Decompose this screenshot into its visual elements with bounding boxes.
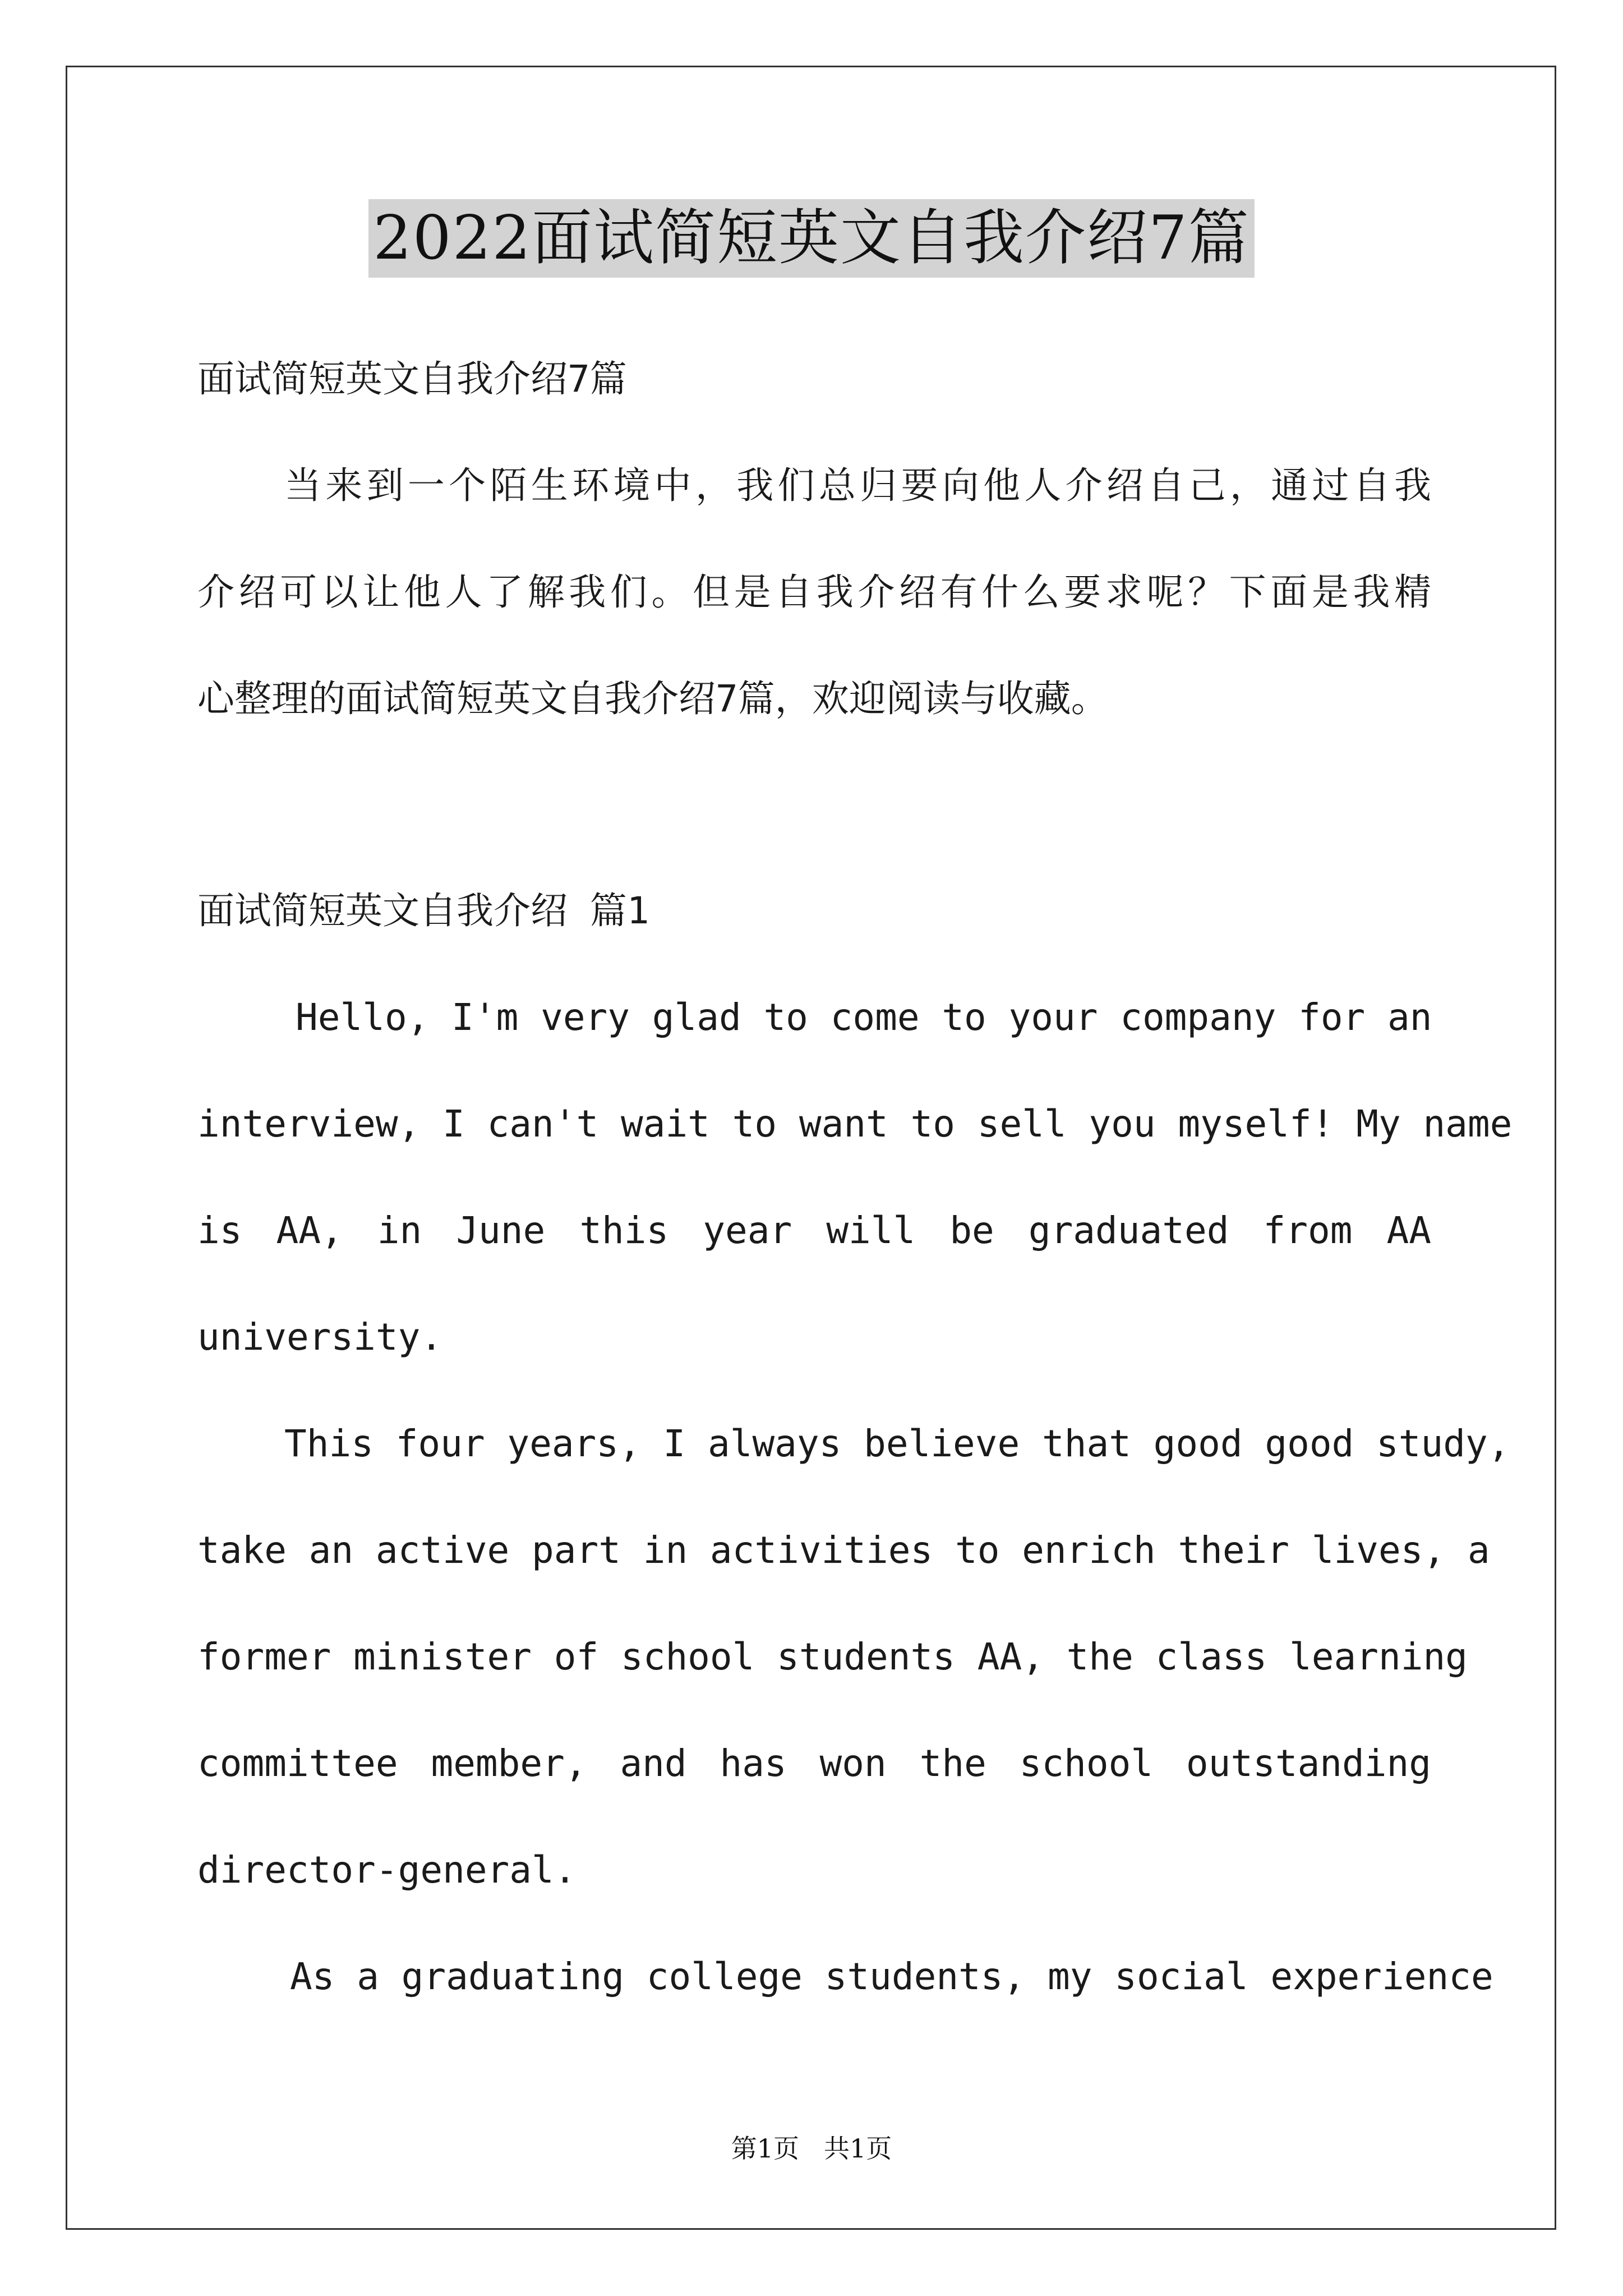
paragraph-line: Hello, I'm very glad to come to your company for an (296, 996, 1432, 1039)
section-heading: 面试简短英文自我介绍 篇1 (197, 889, 649, 932)
paragraph-line: director-general. (197, 1848, 577, 1892)
paragraph-line: former minister of school students AA, the class learning (197, 1635, 1468, 1678)
intro-line: 当来到一个陌生环境中，我们总归要向他人介绍自己，通过自我 (284, 464, 1431, 507)
paragraph-line: is AA, in June this year will be graduated from AA (197, 1209, 1431, 1252)
document-subtitle: 面试简短英文自我介绍7篇 (197, 357, 627, 401)
paragraph-line: This four years, I always believe that good good study, (284, 1422, 1510, 1465)
title-block (0, 199, 1623, 278)
intro-line: 心整理的面试简短英文自我介绍7篇，欢迎阅读与收藏。 (197, 677, 1108, 720)
paragraph-line: committee member, and has won the school outstanding (197, 1742, 1431, 1785)
paragraph-line: university. (197, 1315, 443, 1359)
paragraph-line: take an active part in activities to enrich their lives, a (197, 1529, 1490, 1572)
page-footer (0, 2132, 1623, 2165)
page-number: 第1页 (731, 2133, 799, 2164)
paragraph-line: As a graduating college students, my social experience (290, 1955, 1493, 1998)
document-title: 2022面试简短英文自我介绍7篇 (368, 199, 1255, 278)
intro-line: 介绍可以让他人了解我们。但是自我介绍有什么要求呢？下面是我精 (197, 570, 1431, 614)
page-total: 共1页 (824, 2133, 892, 2164)
paragraph-line: interview, I can't wait to want to sell you myself! My name (197, 1102, 1513, 1145)
